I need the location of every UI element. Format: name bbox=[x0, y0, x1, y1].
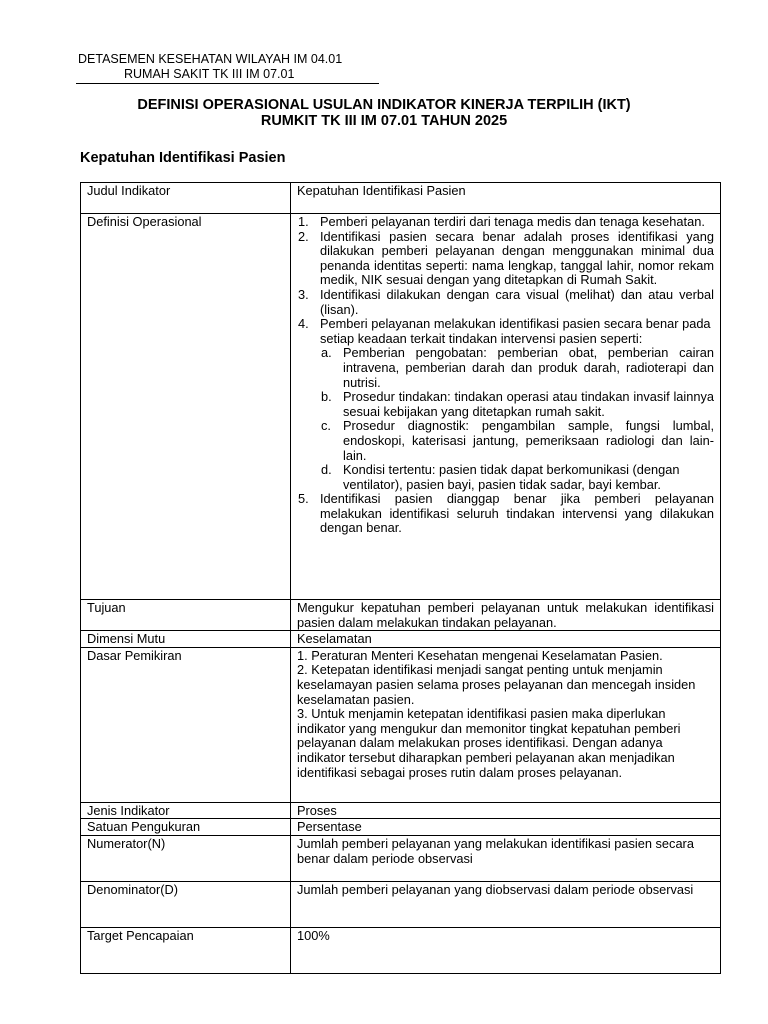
list-text: Identifikasi dilakukan dengan cara visual (melihat) dan atau verbal (lisan). bbox=[320, 286, 714, 317]
table-row bbox=[81, 647, 721, 802]
sublist-item bbox=[320, 463, 714, 492]
title-line-2: RUMKIT TK III IM 07.01 TAHUN 2025 bbox=[260, 113, 508, 129]
list-item bbox=[297, 317, 714, 492]
indicator-heading: Kepatuhan Identifikasi Pasien bbox=[80, 150, 286, 166]
row-value bbox=[291, 647, 721, 802]
sublist-item bbox=[320, 390, 714, 419]
table-row bbox=[81, 881, 721, 927]
sublist-letter: d. bbox=[321, 462, 332, 478]
list-number: 4. bbox=[298, 316, 309, 332]
title-line-1: DEFINISI OPERASIONAL USULAN INDIKATOR KINERJA TERPILIH (IKT) bbox=[137, 97, 631, 113]
table-row bbox=[81, 802, 721, 819]
sublist-text: Kondisi tertentu: pasien tidak dapat berkomunikasi (dengan ventilator), pasien bayi, pasien tidak sadar, bayi kembar. bbox=[343, 462, 680, 492]
table-row bbox=[81, 214, 721, 600]
sublist-item bbox=[320, 419, 714, 463]
row-label: Dimensi Mutu bbox=[81, 631, 291, 648]
sublist-letter: b. bbox=[321, 389, 332, 405]
sublist-text: Prosedur tindakan: tindakan operasi atau tindakan invasif lainnya sesuai kebijakan yang ditetapkan rumah sakit. bbox=[343, 389, 714, 419]
document-title bbox=[0, 97, 768, 129]
row-value: Persentase bbox=[291, 819, 721, 836]
row-label: Judul Indikator bbox=[81, 183, 291, 214]
row-label: Target Pencapaian bbox=[81, 927, 291, 973]
list-text: Identifikasi pasien secara benar adalah proses identifikasi yang dilakukan pemberi pelayanan dengan menggunakan minimal dua penanda identitas seperti: nama lengkap, tanggal lahir, nomor rekam medik, NIK sesuai dengan yang ditetapkan di Rumah Sakit. bbox=[320, 228, 714, 288]
table-row bbox=[81, 600, 721, 631]
row-value: Proses bbox=[291, 802, 721, 819]
sublist-text: Pemberian pengobatan: pemberian obat, pemberian cairan intravena, pemberian darah dan produk darah, radioterapi dan nutrisi. bbox=[343, 345, 714, 390]
row-label: Satuan Pengukuran bbox=[81, 819, 291, 836]
indicator-table bbox=[80, 182, 721, 974]
header-line-2: RUMAH SAKIT TK III IM 07.01 bbox=[124, 67, 295, 81]
list-text: Pemberi pelayanan terdiri dari tenaga medis dan tenaga kesehatan. bbox=[320, 214, 705, 229]
paragraph: 1. Peraturan Menteri Kesehatan mengenai Keselamatan Pasien. bbox=[297, 647, 663, 663]
row-value: Keselamatan bbox=[291, 631, 721, 648]
sublist-letter: c. bbox=[321, 418, 331, 434]
row-value: Mengukur kepatuhan pemberi pelayanan untuk melakukan identifikasi pasien dalam melakukan tindakan pelayanan. bbox=[291, 600, 721, 631]
definition-list bbox=[297, 215, 714, 536]
list-item bbox=[297, 215, 714, 230]
list-item bbox=[297, 230, 714, 288]
list-number: 5. bbox=[298, 491, 309, 507]
row-value: Jumlah pemberi pelayanan yang melakukan identifikasi pasien secara benar dalam periode observasi bbox=[291, 835, 721, 881]
row-label: Jenis Indikator bbox=[81, 802, 291, 819]
row-value bbox=[291, 214, 721, 600]
table-row bbox=[81, 183, 721, 214]
list-number: 3. bbox=[298, 286, 309, 302]
definition-sublist bbox=[320, 346, 714, 492]
sublist-item bbox=[320, 346, 714, 390]
row-value: Kepatuhan Identifikasi Pasien bbox=[291, 183, 721, 214]
header-rule bbox=[76, 83, 379, 84]
paragraph: 3. Untuk menjamin ketepatan identifikasi pasien maka diperlukan indikator yang mengukur dan memonitor tingkat kepatuhan pemberi pelayanan dalam melakukan proses identifikasi. Dengan adanya indikator tersebut diharapkan pemberi pelayanan akan menjadikan identifikasi sebagai proses rutin dalam proses pelayanan. bbox=[297, 706, 681, 780]
row-label: Denominator(D) bbox=[81, 881, 291, 927]
list-number: 2. bbox=[298, 228, 309, 244]
row-value: 100% bbox=[291, 927, 721, 973]
list-item bbox=[297, 492, 714, 536]
row-label: Definisi Operasional bbox=[81, 214, 291, 600]
sublist-letter: a. bbox=[321, 345, 332, 361]
table-row bbox=[81, 819, 721, 836]
paragraph: 2. Ketepatan identifikasi menjadi sangat penting untuk menjamin keselamayan pasien selama proses pelayanan dan mencegah insiden keselamatan pasien. bbox=[297, 662, 696, 707]
row-label: Dasar Pemikiran bbox=[81, 647, 291, 802]
list-item bbox=[297, 288, 714, 317]
list-text: Identifikasi pasien dianggap benar jika pemberi pelayanan melakukan identifikasi seluruh tindakan intervensi yang dilakukan dengan benar. bbox=[320, 491, 714, 536]
list-text: Pemberi pelayanan melakukan identifikasi pasien secara benar pada setiap keadaan terkait tindakan intervensi pasien seperti: bbox=[320, 316, 711, 346]
institution-header bbox=[76, 52, 379, 84]
table-row bbox=[81, 927, 721, 973]
table-row bbox=[81, 835, 721, 881]
list-number: 1. bbox=[298, 214, 309, 229]
row-value: Jumlah pemberi pelayanan yang diobservasi dalam periode observasi bbox=[291, 881, 721, 927]
header-line-1: DETASEMEN KESEHATAN WILAYAH IM 04.01 bbox=[78, 52, 343, 66]
table-row bbox=[81, 631, 721, 648]
row-label: Tujuan bbox=[81, 600, 291, 631]
sublist-text: Prosedur diagnostik: pengambilan sample, fungsi lumbal, endoskopi, katerisasi jantung, pemeriksaan radiologi dan lain-lain. bbox=[343, 418, 714, 463]
row-label: Numerator(N) bbox=[81, 835, 291, 881]
